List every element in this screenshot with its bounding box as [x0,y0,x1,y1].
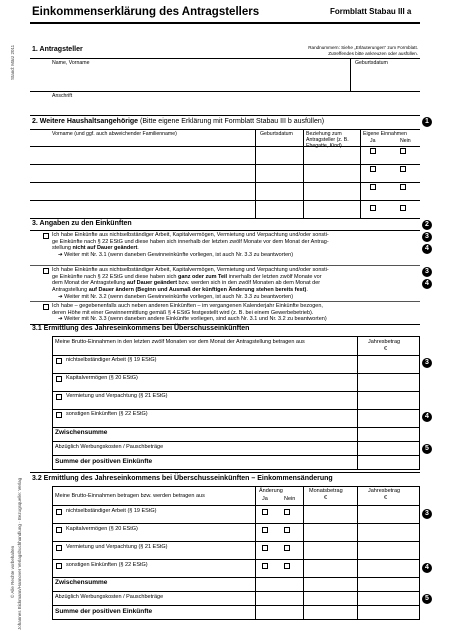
s31-deduct: Abzüglich Werbungskosten / Pauschbeträge [55,444,164,450]
s2-col-name: Vorname (und ggf. auch abweichender Familienname) [52,131,177,137]
s32-row4-yes[interactable] [262,563,268,569]
s32-col-yes: Ja [262,496,268,502]
s3-opt2-line3a: dem Monat der Antragstellung [52,280,127,287]
s3-opt3-text [52,303,420,323]
s2-row2-yes[interactable] [370,166,376,172]
marker-5a: 5 [422,444,432,454]
s32-col-no: Nein [284,496,296,502]
s32-deduct: Abzüglich Werbungskosten / Pauschbeträge [55,594,164,600]
s2-row4-yes[interactable] [370,205,376,211]
page-title: Einkommenserklärung des Antragstellers [32,6,260,18]
birth-field[interactable] [352,66,418,90]
s3-opt2-line2 [52,274,420,281]
marker-3c: 3 [422,358,432,368]
s2-col-birth: Geburtsdatum [260,131,293,137]
s2-row3-no[interactable] [400,184,406,190]
name-field[interactable] [50,66,348,90]
s31-row4-checkbox[interactable] [56,412,62,418]
s31-intro: Meine Brutto-Einnahmen in den letzten zwölf Monaten vor dem Monat der Antragstellung betragen aus [55,339,305,345]
s3-opt1-line3a: stellung [52,245,73,252]
s3-opt1-checkbox[interactable] [43,233,49,239]
s3-opt2-arrow: ➔ Weiter mit Nr. 3.2 (wenn daneben Gewinneinkünfte vorliegen, ist auch Nr. 3.3 zu beantworten) [58,293,294,300]
s2-col-income: Eigene Einnahmen [363,131,407,137]
s32-row1-checkbox[interactable] [56,509,62,515]
s32-row3-yes[interactable] [262,545,268,551]
s3-opt2-line3b: auf Dauer geändert [126,280,178,287]
s31-total: Summe der positiven Einkünfte [55,458,153,465]
s3-opt3-line2: deren Höhe mit einer Gewinnermittlung gemäß § 4 EStG festgestellt wird (z. B. bei einem Gewerbebetrieb). [52,309,314,316]
s32-col-year: Jahresbetrag [368,488,401,494]
s2-heading-text: 2. Weitere Haushaltsangehörige [32,118,139,125]
address-label: Anschrift [52,93,73,99]
s31-row1-amount[interactable] [359,356,419,372]
s31-row2-checkbox[interactable] [56,376,62,382]
marker-4c: 4 [422,412,432,422]
s3-heading: 3. Angaben zu den Einkünften [32,220,132,227]
s32-row2-no[interactable] [284,527,290,533]
s32-row4-no[interactable] [284,563,290,569]
s32-subtotal: Zwischensumme [55,579,108,586]
s32-row1: nichtselbständiger Arbeit (§ 19 EStG) [66,508,157,514]
birth-label: Geburtsdatum [355,60,388,66]
s2-col-no: Nein [400,138,411,144]
s1-heading: 1. Antragsteller [32,46,83,53]
address-field[interactable] [50,99,418,114]
s31-row2: Kapitalvermögen (§ 20 EStG) [66,375,138,381]
s32-col-month: Monatsbetrag [309,488,343,494]
s32-row3: Vermietung und Verpachtung (§ 21 EStG) [66,544,168,550]
s32-total: Summe der positiven Einkünfte [55,608,153,615]
s2-row1-no[interactable] [400,148,406,154]
s2-row3-yes[interactable] [370,184,376,190]
s32-row2-yes[interactable] [262,527,268,533]
side-copyright-2: Johannes Bickmann/Hannover Verlagsbuchhandlung · Bezugsquelle: Verlag [17,477,22,630]
name-label: Name, Vorname [52,60,90,66]
s31-row4: sonstigen Einkünften (§ 22 EStG) [66,411,148,417]
s2-col-relation: Beziehung zum Antragsteller (z. B. Ehegatte, Kind) [306,131,349,149]
s32-col-year-eur: € [384,495,388,501]
s32-row3-checkbox[interactable] [56,545,62,551]
s2-col-yes: Ja [370,138,376,144]
s31-row1: nichtselbständiger Arbeit (§ 19 EStG) [66,357,157,363]
s2-row1-yes[interactable] [370,148,376,154]
s32-row3-no[interactable] [284,545,290,551]
s3-opt3-line1: Ich habe – gegebenenfalls auch neben anderen Einkünften – im vergangenen Kalenderjahr Einkünfte bezogen, [52,303,323,309]
s32-row4: sonstigen Einkünften (§ 22 EStG) [66,562,148,568]
marker-1: 1 [422,117,432,127]
marker-3b: 3 [422,267,432,277]
s3-opt1-line3 [52,245,420,252]
s2-row4-no[interactable] [400,205,406,211]
s3-opt2-line3c: bzw. werden sich in den zwölf Monaten ab dem Monat der [177,280,321,287]
s3-opt2-line2c: innerhalb der letzten zwölf Monate vor [227,273,322,280]
side-copyright-1: © Alle Rechte vorbehalten [10,545,15,598]
s32-row1-no[interactable] [284,509,290,515]
s31-row3: Vermietung und Verpachtung (§ 21 EStG) [66,393,168,399]
s2-heading-suffix: (Bitte eigene Erklärung mit Formblatt Stabau III b ausfüllen) [138,118,325,125]
marker-5b: 5 [422,594,432,604]
s3-opt2-checkbox[interactable] [43,268,49,274]
marker-4b: 4 [422,279,432,289]
s31-row1-checkbox[interactable] [56,358,62,364]
s3-opt1-arrow: ➔ Weiter mit Nr. 3.1 (wenn daneben Gewinneinkünfte vorliegen, ist auch Nr. 3.3 zu beantworten) [58,252,294,259]
marker-3d: 3 [422,509,432,519]
s3-opt1-line3b: nicht auf Dauer geändert [72,245,138,252]
s32-col-change: Änderung [259,488,283,494]
side-stand: Stand: März 2011 [10,44,15,80]
s1-note: Randnummern: Siehe „Erläuterungen“ zum Formblatt. Zutreffendes bitte ankreuzen oder ausfüllen. [308,45,418,56]
s3-opt1-line2: ge Einkünfte nach § 22 EStG und diese haben sich innerhalb der letzten zwölf Monate vor dem Monat der Antrag- [52,238,329,245]
s31-subtotal: Zwischensumme [55,429,108,436]
s2-row2-no[interactable] [400,166,406,172]
s32-row4-checkbox[interactable] [56,563,62,569]
marker-2: 2 [422,220,432,230]
s32-row2: Kapitalvermögen (§ 20 EStG) [66,526,138,532]
marker-3a: 3 [422,232,432,242]
s3-opt2-line2a: ge Einkünfte nach § 22 EStG und diese haben sich [52,273,178,280]
s3-opt2-line4 [52,287,420,294]
s3-opt2-line4a: Antragstellung [52,287,89,294]
s31-heading: 3.1 Ermittlung des Jahreseinkommens bei Überschusseinkünften [32,325,250,332]
s32-row1-yes[interactable] [262,509,268,515]
marker-4a: 4 [422,244,432,254]
s32-row2-checkbox[interactable] [56,527,62,533]
s3-opt3-arrow: ➔ Weiter mit Nr. 3.3 (wenn daneben andere Einkünfte vorliegen, sind auch Nr. 3.1 und Nr. 3.2 zu beantworten) [58,316,327,323]
s3-opt2-line4c: . [306,287,308,294]
s2-heading [32,118,324,125]
s31-col-year: Jahresbetrag [368,339,401,345]
s3-opt2-line2b: ganz oder zum Teil [177,273,228,280]
s3-opt2-line4b: auf Dauer ändern (Beginn und Ausmaß der künftigen Änderung stehen bereits fest) [88,287,307,294]
s3-opt3-checkbox[interactable] [43,304,49,310]
s3-opt1-line1: Ich habe Einkünfte aus nichtselbständiger Arbeit, Kapitalvermögen, Vermietung und Verpachtung und/oder sonsti- [52,232,329,238]
s32-heading: 3.2 Ermittlung des Jahreseinkommens bei Überschusseinkünften – Einkommensänderung [32,475,333,482]
s3-opt1-text [52,232,420,259]
s31-row3-checkbox[interactable] [56,394,62,400]
s3-opt2-text [52,267,420,301]
marker-4d: 4 [422,563,432,573]
s32-intro: Meine Brutto-Einnahmen betragen bzw. werden betragen aus [55,493,205,499]
s31-col-eur: € [384,346,388,352]
s3-opt2-line1: Ich habe Einkünfte aus nichtselbständiger Arbeit, Kapitalvermögen, Vermietung und Verpachtung und/oder sonsti- [52,267,329,273]
form-id: Formblatt Stabau III a [330,7,412,16]
s3-opt1-line3c: . [137,245,139,252]
s32-col-month-eur: € [324,495,328,501]
